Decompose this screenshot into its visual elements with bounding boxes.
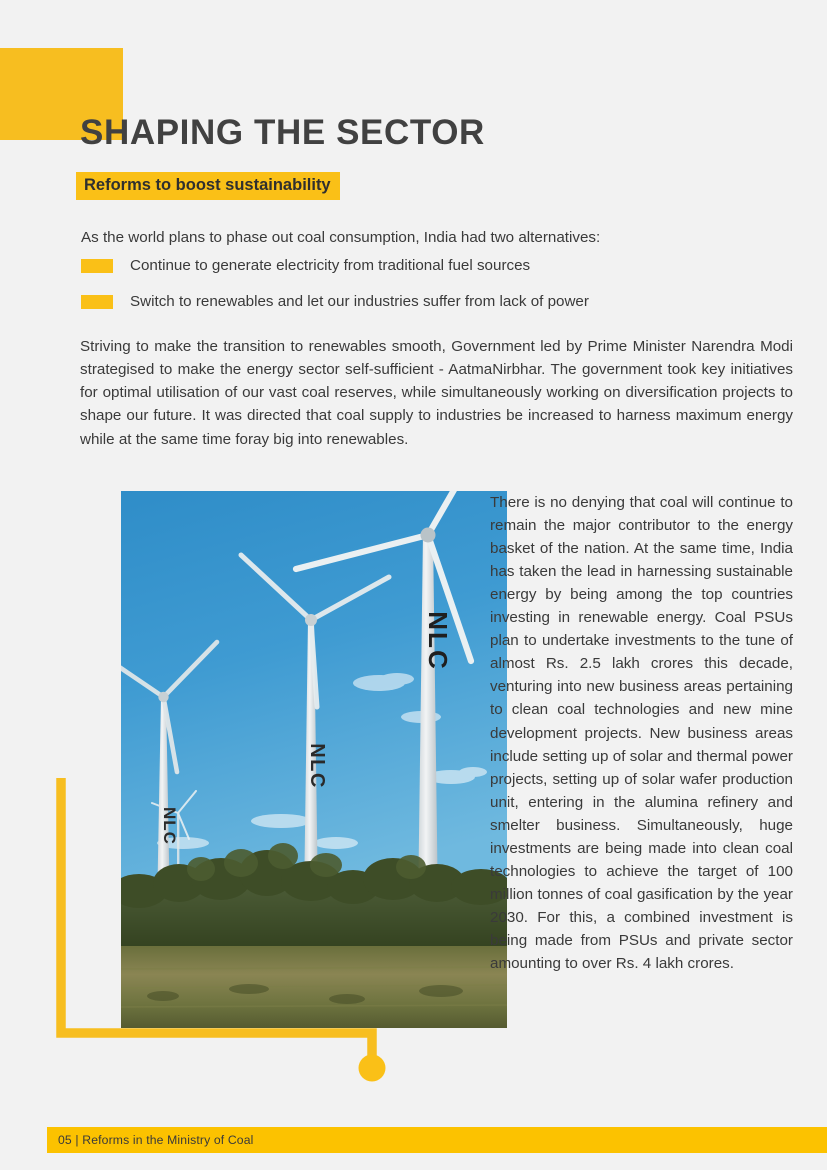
- turbine-label: NLC: [306, 743, 328, 789]
- footer-label: 05 | Reforms in the Ministry of Coal: [58, 1133, 254, 1147]
- page-title: SHAPING THE SECTOR: [80, 113, 485, 153]
- section-heading: Reforms to boost sustainability: [76, 172, 340, 200]
- intro-line: As the world plans to phase out coal consumption, India had two alternatives:: [81, 229, 601, 247]
- yellow-square-bullet-icon: [81, 259, 113, 273]
- list-item-label: Switch to renewables and let our industries suffer from lack of power: [130, 293, 589, 311]
- alternatives-list: [81, 248, 781, 320]
- body-column-paragraph: There is no denying that coal will continue to remain the major contributor to the energy basket of the nation. At the same time, India has taken the lead in harnessing sustainable energy by being among the top countries investing in renewable energy. Coal PSUs plan to undertake investments to the tune of almost Rs. 2.5 lakh crores this decade, venturing into new business areas pertaining to clean coal technologies and new mine development projects. New business areas include setting up of solar and thermal power projects, setting up of solar wafer production unit, entering in the alumina refinery and smelter business. Simultaneously, huge investments are being made into clean coal technologies to achieve the target of 100 million tonnes of coal gasification by the year 2030. For this, a combined investment is being made from PSUs and private sector amounting to over Rs. 4 lakh crores.: [490, 494, 793, 972]
- list-item: [81, 284, 781, 320]
- turbine-label: NLC: [423, 611, 453, 671]
- list-item-label: Continue to generate electricity from traditional fuel sources: [130, 257, 531, 275]
- intro-paragraph: Striving to make the transition to renewables smooth, Government led by Prime Minister Narendra Modi strategised to make the energy sector self-sufficient - AatmaNirbhar. The government took key initiatives for optimal utilisation of our vast coal reserves, while simultaneously working on diversification projects to shape our future. It was directed that coal supply to industries be increased to harness maximum energy while at the same time foray big into renewables.: [80, 338, 793, 448]
- wind-turbines-photo: [121, 491, 507, 1028]
- footer-bar: [47, 1127, 827, 1153]
- yellow-square-bullet-icon: [81, 295, 113, 309]
- turbine-label: NLC: [160, 807, 179, 845]
- list-item: [81, 248, 781, 284]
